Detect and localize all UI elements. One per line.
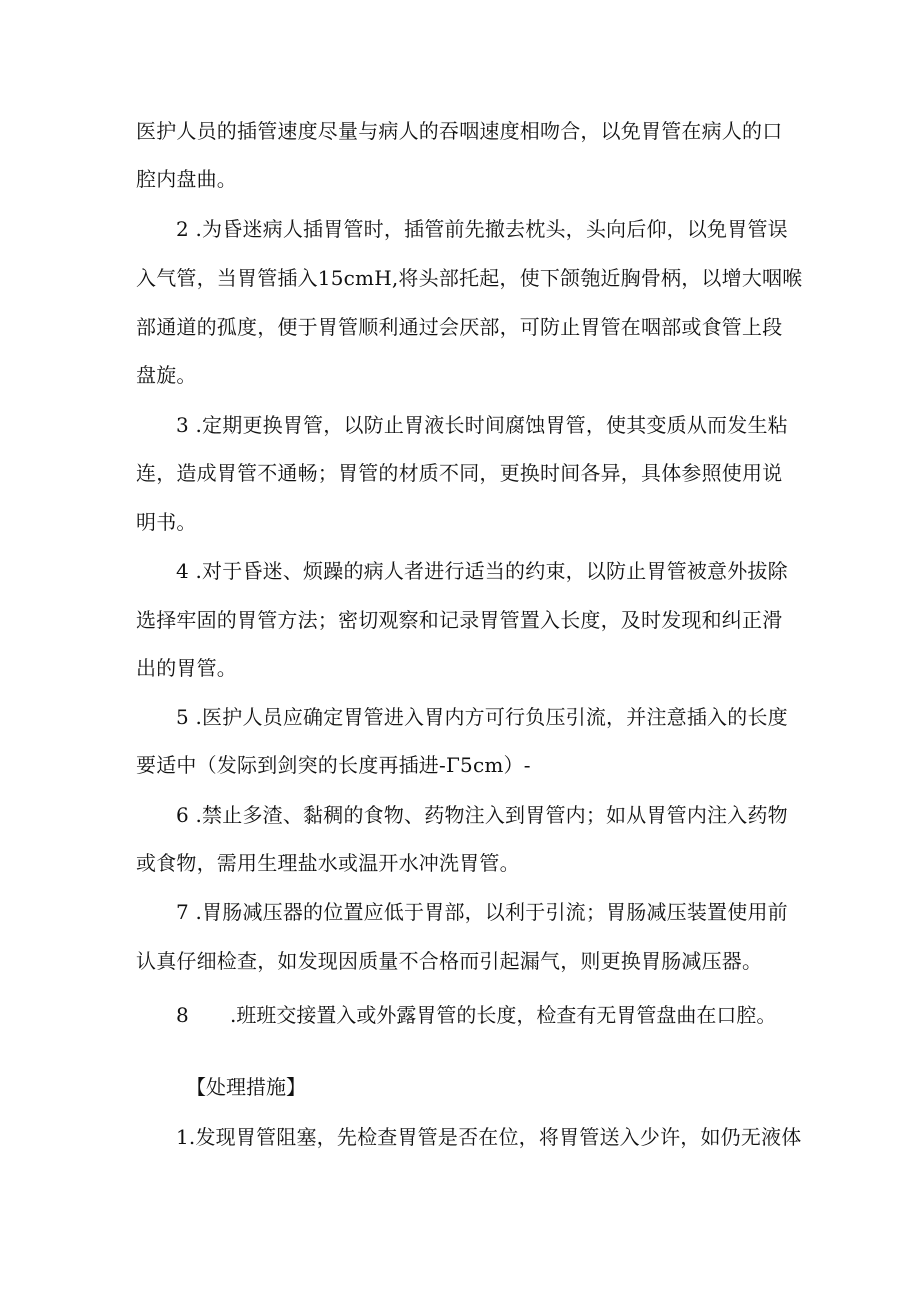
list-item-8-number: 8 [176,1003,189,1027]
list-item-7-line: 7 .胃肠减压器的位置应低于胃部，以利于引流；胃肠减压装置使用前 [176,900,788,924]
list-item-8-text: .班班交接置入或外露胃管的长度，检查有无胃管盘曲在口腔。 [230,1003,777,1027]
paragraph-line: 盘旋。 [136,363,197,387]
paragraph-line: 或食物，需用生理盐水或温开水冲洗胃管。 [136,851,520,875]
paragraph-line: 入气管，当胃管插入15cmH,将头部托起，使下颌匏近胸骨柄，以增大咽喉 [136,266,803,290]
paragraph-line: 出的胃管。 [136,656,237,680]
paragraph-line: 要适中（发际到剑突的长度再插进-Γ5cm）- [136,753,531,777]
section-heading: 【处理措施】 [186,1075,306,1099]
list-item-1-line: 1.发现胃管阻塞，先检查胃管是否在位，将胃管送入少许，如仍无液体 [176,1125,802,1149]
list-item-3-line: 3 .定期更换胃管，以防止胃液长时间腐蚀胃管，使其变质从而发生粘 [176,413,788,437]
list-item-2-line: 2 .为昏迷病人插胃管时，插管前先撤去枕头，头向后仰，以免胃管误 [176,217,788,241]
paragraph-line: 部通道的孤度，便于胃管顺利通过会厌部，可防止胃管在咽部或食管上段 [136,315,783,339]
paragraph-line: 医护人员的插管速度尽量与病人的吞咽速度相吻合，以免胃管在病人的口 [136,119,783,143]
list-item-5-line: 5 .医护人员应确定胃管进入胃内方可行负压引流，并注意插入的长度 [176,705,788,729]
paragraph-line: 明书。 [136,510,197,534]
list-item-6-line: 6 .禁止多渣、黏稠的食物、药物注入到胃管内；如从胃管内注入药物 [176,803,788,827]
paragraph-line: 连，造成胃管不通畅；胃管的材质不同，更换时间各异，具体参照使用说 [136,461,783,485]
paragraph-line: 选择牢固的胃管方法；密切观察和记录胃管置入长度，及时发现和纠正滑 [136,608,783,632]
paragraph-line: 认真仔细检查，如发现因质量不合格而引起漏气，则更换胃肠减压器。 [136,949,763,973]
list-item-4-line: 4 .对于昏迷、烦躁的病人者进行适当的约束，以防止胃管被意外拔除 [176,559,788,583]
paragraph-line: 腔内盘曲。 [136,167,237,191]
